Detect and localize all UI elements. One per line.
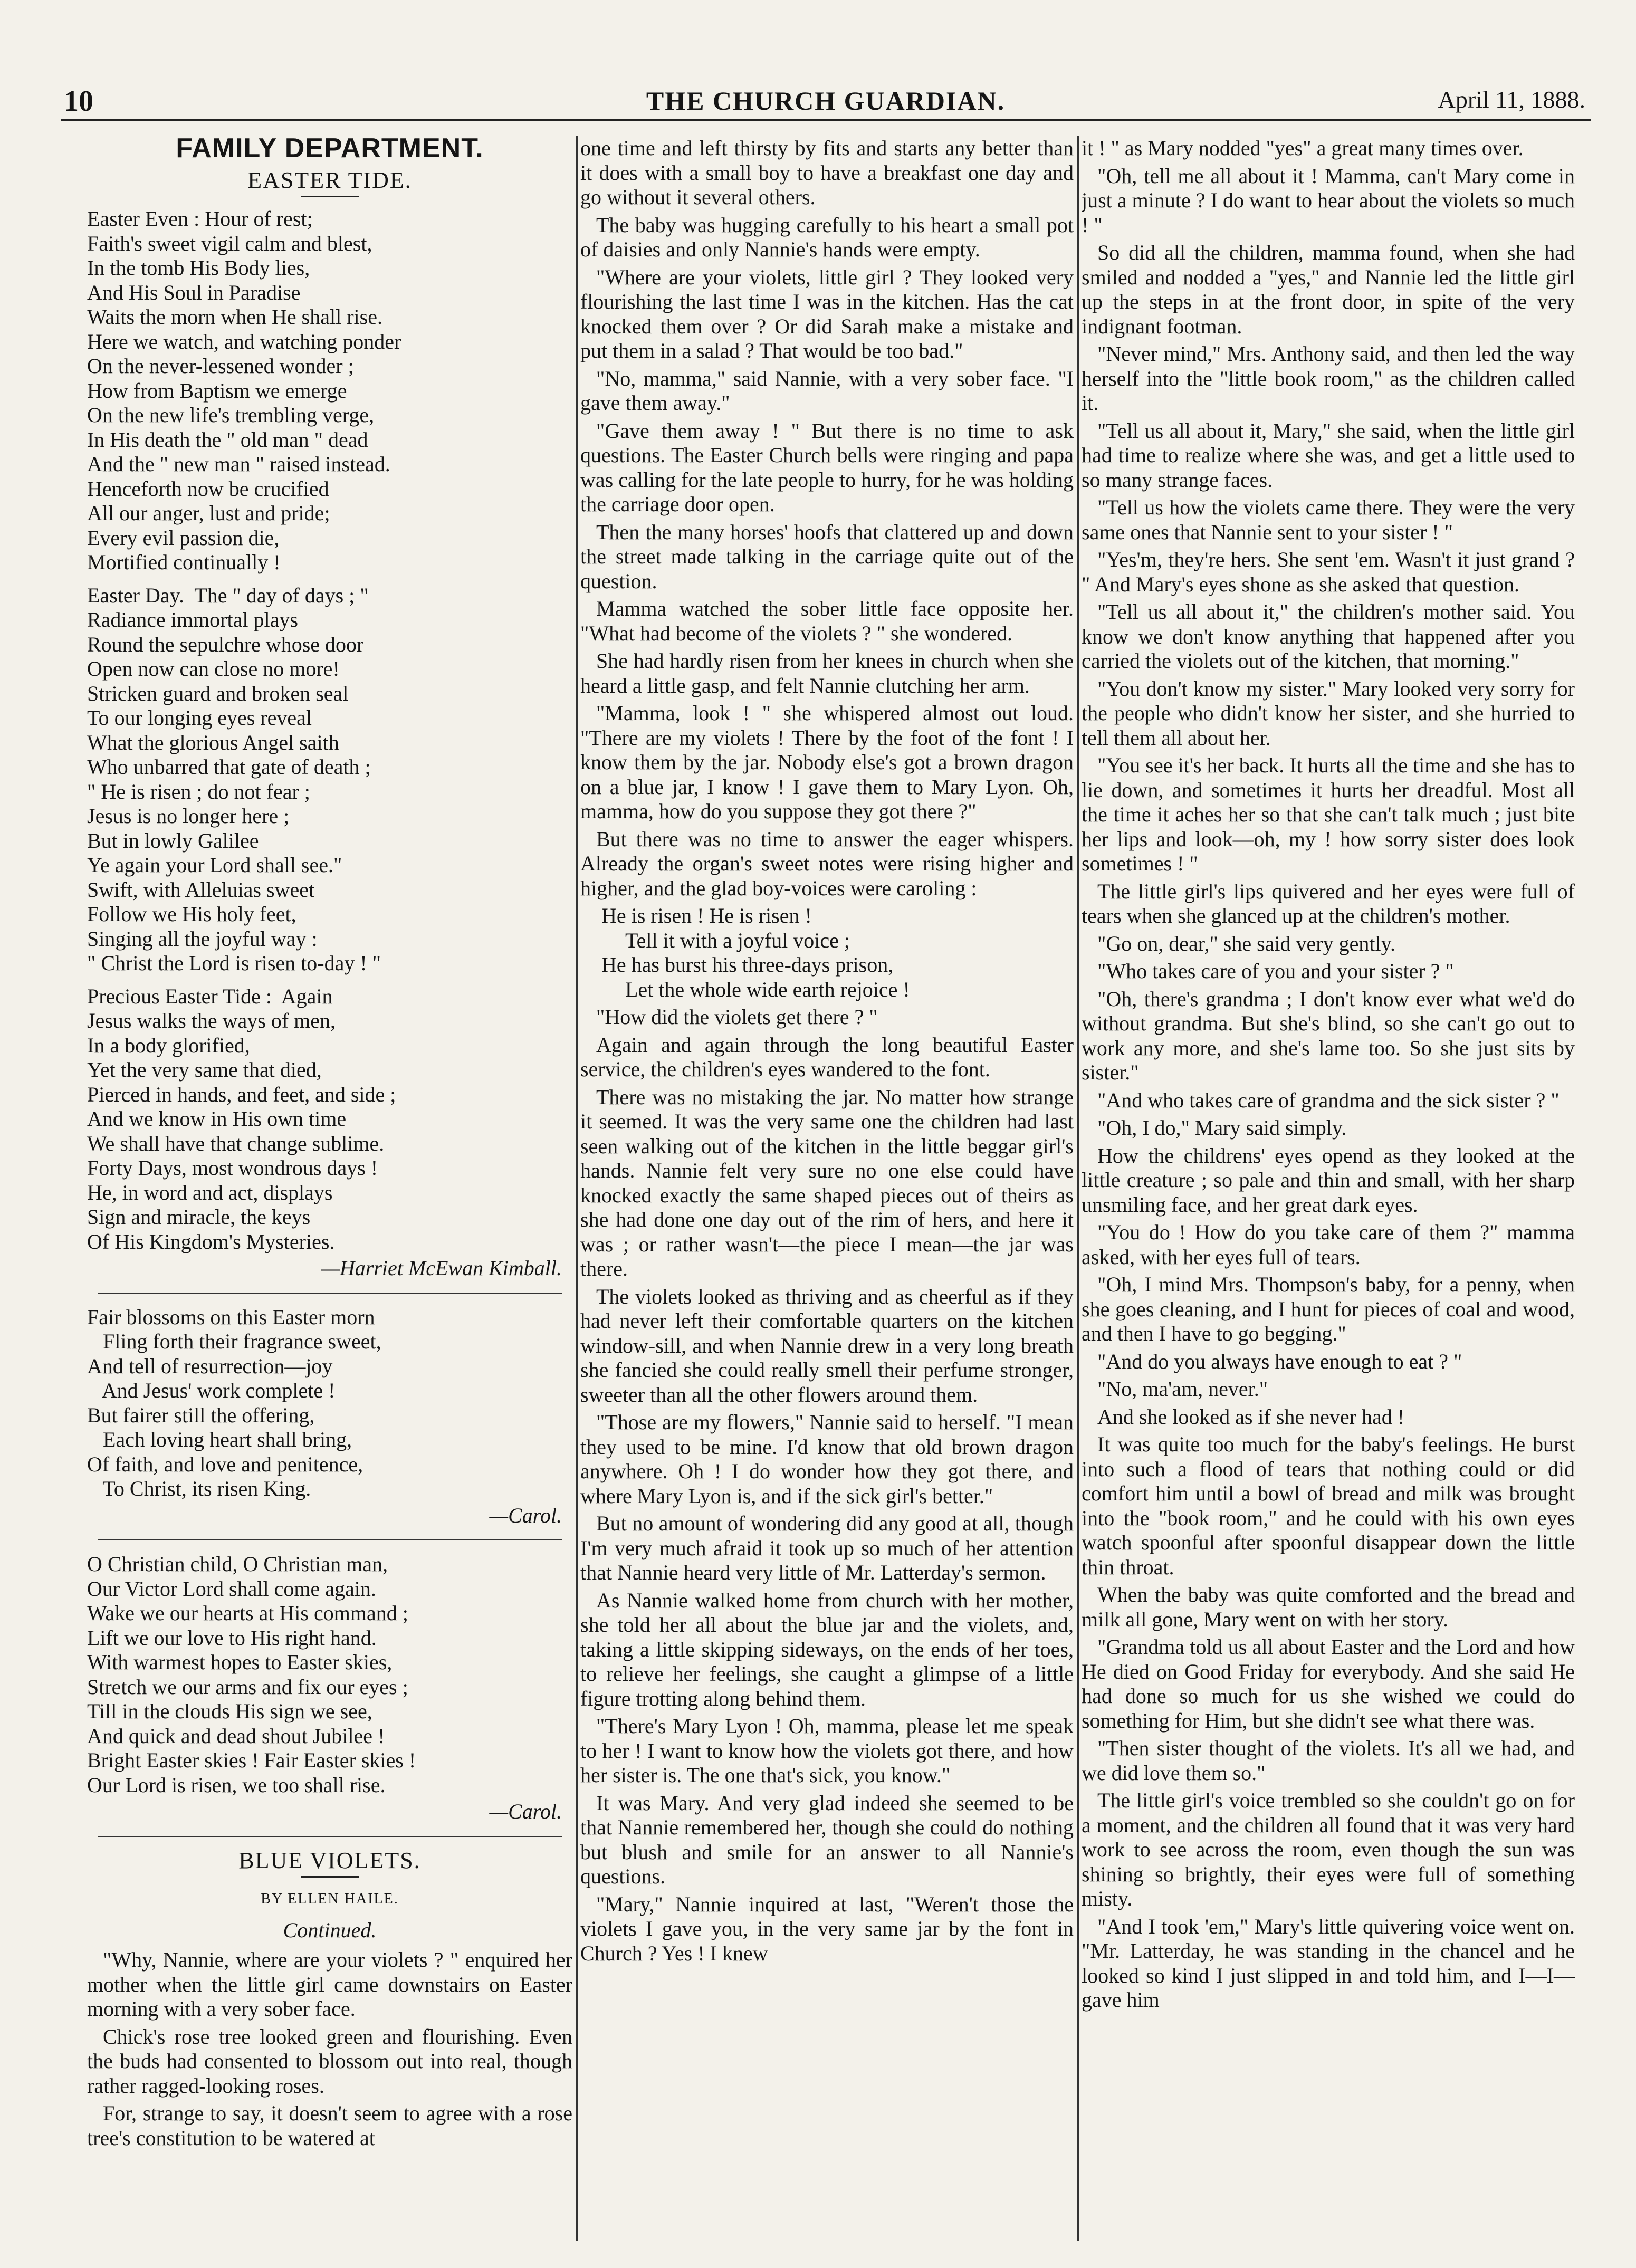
verse-line: In a body glorified,: [87, 1033, 250, 1057]
poem-stanza-1: [87, 207, 572, 575]
story-paragraph: "Oh, there's grandma ; I don't know ever what we'd do without grandma. But she's blind, so she can't go out to work any more, and she's lame too. So she just sits by sister.": [1082, 987, 1575, 1084]
verse-line: And tell of resurrection—joy: [87, 1354, 333, 1378]
story-paragraph: "And do you always have enough to eat ? ": [1097, 1349, 1462, 1373]
story-paragraph: "Where are your violets, little girl ? They looked very flourishing the last time I was in the kitchen. Has the cat knocked them over ? Or did Sarah make a mistake and put them in a salad ? That would be too bad.": [580, 265, 1074, 362]
verse-line: Here we watch, and watching ponder: [87, 329, 401, 353]
story-paragraph: For, strange to say, it doesn't seem to agree with a rose tree's constitution to be watered at: [87, 2101, 572, 2150]
story-paragraph: "Grandma told us all about Easter and the Lord and how He died on Good Friday for everybody. And she said He had done so much for us she wished we could do something for Him, but she didn't see what there was.: [1082, 1635, 1575, 1733]
issue-date: April 11, 1888.: [1438, 86, 1585, 113]
poem-stanza-3: [87, 984, 572, 1255]
verse-line: Waits the morn when He shall rise.: [87, 305, 382, 329]
story-paragraph: "Gave them away ! " But there is no time to ask questions. The Easter Church bells were ringing and papa was calling for the late people to hurry, for he was holding the carriage door open.: [580, 418, 1074, 516]
story-paragraph: "Then sister thought of the violets. It's all we had, and we did love them so.": [1082, 1736, 1575, 1785]
story-paragraph: Then the many horses' hoofs that clattered up and down the street made talking in the carriage quite out of the question.: [580, 520, 1074, 593]
verse-line: In the tomb His Body lies,: [87, 256, 310, 280]
story-paragraph: The little girl's voice trembled so she couldn't go on for a moment, and the children all found that it was very hard work to see across the room, even though the sun was shining so brightly, their eyes were full of something misty.: [1082, 1788, 1575, 1910]
story-paragraph: And she looked as if she never had !: [1097, 1404, 1405, 1429]
story-paragraph: "Why, Nannie, where are your violets ? " enquired her mother when the little girl came downstairs on Easter morning with a very sober face.: [87, 1948, 572, 2021]
title-rule: [301, 1876, 359, 1878]
poem-title: EASTER TIDE.: [247, 167, 412, 193]
story-paragraph: The little girl's lips quivered and her eyes were full of tears when she glanced up at the children's mother.: [1082, 879, 1575, 927]
story-paragraph: "You see it's her back. It hurts all the time and she has to lie down, and sometimes it hurts her dreadful. Most all the time it aches her so that she can't talk much ; just bite her lips and look—oh, my ! how sorry sister does look sometimes ! ": [1082, 753, 1575, 875]
verse-line: In His death the " old man " dead: [87, 427, 368, 452]
verse-line: Tell it with a joyful voice ;: [625, 928, 850, 952]
verse-line: Singing all the joyful way :: [87, 926, 318, 951]
story-paragraph: "No, ma'am, never.": [1097, 1377, 1268, 1401]
verse-line: Round the sepulchre whose door: [87, 632, 364, 656]
verse-line: O Christian child, O Christian man,: [87, 1552, 388, 1576]
story-paragraph: "Never mind," Mrs. Anthony said, and then led the way herself into the "little book room," as the children called it.: [1082, 342, 1575, 415]
story-paragraph: Chick's rose tree looked green and flourishing. Even the buds had consented to blossom out into real, though rather ragged-looking roses.: [87, 2024, 572, 2098]
verse-line: Faith's sweet vigil calm and blest,: [87, 231, 372, 255]
verse-line: Forty Days, most wondrous days !: [87, 1156, 378, 1180]
story-paragraph: "Oh, tell me all about it ! Mamma, can't Mary come in just a minute ? I do want to hear about the violets so much ! ": [1082, 164, 1575, 237]
story-paragraph: There was no mistaking the jar. No matter how strange it seemed. It was the very same one the children had last seen walking out of the kitchen in the little beggar girl's hands. Nannie felt very sure no one else could have knocked exactly the same shaped pieces out of theirs as she had done one day out of the rim of hers, and here it was ; or rather wasn't—the piece I mean—the jar was there.: [580, 1085, 1074, 1280]
story-paragraph: So did all the children, mamma found, when she had smiled and nodded a "yes," and Nannie led the little girl up the steps in at the front door, in spite of the very indignant footman.: [1082, 241, 1575, 338]
poem-carol-2: [87, 1552, 572, 1797]
section-rule: [98, 1836, 562, 1837]
verse-line: He has burst his three-days prison,: [601, 953, 894, 977]
verse-line: Mortified continually !: [87, 550, 281, 574]
verse-line: Easter Day. The " day of days ; ": [87, 583, 369, 607]
story-byline: BY ELLEN HAILE.: [261, 1891, 399, 1907]
poem-carol-1: [87, 1305, 572, 1501]
department-heading: FAMILY DEPARTMENT.: [176, 136, 484, 164]
verse-line: Yet the very same that died,: [87, 1058, 322, 1082]
story-paragraph: "Mary," Nannie inquired at last, "Weren't those the violets I gave you, in the very same jar by the font in Church ? Yes ! I knew: [580, 1892, 1074, 1965]
poem-attribution: —Carol.: [489, 1800, 562, 1823]
verse-line: On the never-lessened wonder ;: [87, 354, 354, 378]
story-paragraph: The violets looked as thriving and as cheerful as if they had never left their comfortable quarters on the kitchen window-sill, and when Nannie drew in a very long breath she fancied she could really smell their perfume stronger, sweeter than all the other flowers around them.: [580, 1284, 1074, 1406]
poem-attribution: —Harriet McEwan Kimball.: [321, 1256, 562, 1280]
verse-line: Radiance immortal plays: [87, 608, 298, 631]
section-rule: [98, 1539, 562, 1540]
verse-line: Of faith, and love and penitence,: [87, 1452, 363, 1476]
title-rule: [301, 196, 359, 197]
story-paragraph: When the baby was quite comforted and the bread and milk all gone, Mary went on with her story.: [1082, 1583, 1575, 1631]
verse-line: Our Victor Lord shall come again.: [87, 1576, 376, 1601]
verse-line: " He is risen ; do not fear ;: [87, 779, 310, 803]
verse-line: Who unbarred that gate of death ;: [87, 755, 371, 779]
story-paragraph: But there was no time to answer the eager whispers. Already the organ's sweet notes were rising higher and higher, and the glad boy-voices were caroling :: [580, 827, 1074, 900]
story-paragraph: "Go on, dear," she said very gently.: [1097, 931, 1395, 955]
story-paragraph: "Tell us how the violets came there. They were the very same ones that Nannie sent to your sister ! ": [1082, 495, 1575, 544]
poem-stanza-2: [87, 583, 572, 976]
verse-line: How from Baptism we emerge: [87, 378, 347, 403]
verse-line: Precious Easter Tide : Again: [87, 984, 333, 1008]
column-divider: [576, 136, 578, 2241]
verse-line: Jesus is no longer here ;: [87, 804, 290, 828]
verse-line: He, in word and act, displays: [87, 1180, 333, 1204]
story-paragraph: "And who takes care of grandma and the sick sister ? ": [1097, 1088, 1560, 1112]
verse-line: Henceforth now be crucified: [87, 476, 329, 501]
verse-line: But fairer still the offering,: [87, 1403, 315, 1427]
verse-line: Follow we His holy feet,: [87, 902, 296, 926]
story-paragraph: It was Mary. And very glad indeed she seemed to be that Nannie remembered her, though she could do nothing but blush and smile for an answer to all Nannie's questions.: [580, 1791, 1074, 1888]
verse-line: Let the whole wide earth rejoice !: [625, 977, 910, 1001]
story-paragraph: one time and left thirsty by fits and starts any better than it does with a small boy to have a breakfast one day and go without it several others.: [580, 136, 1074, 209]
verse-line: Every evil passion die,: [87, 525, 280, 550]
hymn-verse: [601, 904, 1074, 1002]
story-paragraph: "Mamma, look ! " she whispered almost out loud. "There are my violets ! There by the foot of the font ! I know them by the jar. Nobody else's got a brown dragon on a blue jar, I know ! I gave them to Mary Lyon. Oh, mamma, how do you suppose they got there ?": [580, 701, 1074, 823]
verse-line: We shall have that change sublime.: [87, 1131, 385, 1155]
story-paragraph: She had hardly risen from her knees in church when she heard a little gasp, and felt Nannie clutching her arm.: [580, 649, 1074, 697]
verse-line: With warmest hopes to Easter skies,: [87, 1650, 393, 1674]
verse-line: " Christ the Lord is risen to-day ! ": [87, 951, 381, 975]
verse-line: But in lowly Galilee: [87, 828, 259, 853]
verse-line: And we know in His own time: [87, 1107, 347, 1131]
column-divider: [1077, 136, 1079, 2241]
story-paragraph: "Oh, I do," Mary said simply.: [1097, 1116, 1347, 1140]
column-1: [87, 136, 572, 2241]
story-paragraph: "How did the violets get there ? ": [596, 1005, 878, 1029]
story-paragraph: "Tell us all about it, Mary," she said, when the little girl had time to realize where she was, and get a little used to so many strange faces.: [1082, 418, 1575, 492]
story-paragraph: As Nannie walked home from church with her mother, she told her all about the blue jar and the violets, and, taking a little skipping sideways, on the ends of her toes, to relieve her feelings, she caught a glimpse of a little figure trotting along behind them.: [580, 1588, 1074, 1710]
verse-line: Stricken guard and broken seal: [87, 681, 349, 705]
verse-line: Each loving heart shall bring,: [87, 1428, 352, 1451]
story-paragraph: "Oh, I mind Mrs. Thompson's baby, for a penny, when she goes cleaning, and I hunt for pieces of coal and wood, and then I have to go begging.": [1082, 1272, 1575, 1345]
story-paragraph: it ! " as Mary nodded "yes" a great many times over.: [1082, 136, 1524, 160]
verse-line: Stretch we our arms and fix our eyes ;: [87, 1674, 408, 1699]
verse-line: Open now can close no more!: [87, 657, 340, 681]
story-paragraph: "No, mamma," said Nannie, with a very sober face. "I gave them away.": [580, 366, 1074, 415]
verse-line: Our Lord is risen, we too shall rise.: [87, 1773, 386, 1797]
column-2: [580, 136, 1074, 2241]
verse-line: Pierced in hands, and feet, and side ;: [87, 1082, 396, 1106]
verse-line: Swift, with Alleluias sweet: [87, 877, 315, 902]
verse-line: Of His Kingdom's Mysteries.: [87, 1229, 335, 1253]
story-paragraph: It was quite too much for the baby's feelings. He burst into such a flood of tears that nothing could or did comfort him until a bowl of bread and milk was brought into the "book room," and he could with his own eyes watch spoonful after spoonful disappear down the little thin throat.: [1082, 1432, 1575, 1579]
masthead: [61, 74, 1591, 118]
story-paragraph: "There's Mary Lyon ! Oh, mamma, please let me speak to her ! I want to know how the violets got there, and how her sister is. The one that's sick, you know.": [580, 1714, 1074, 1787]
verse-line: On the new life's trembling verge,: [87, 403, 375, 427]
verse-line: Ye again your Lord shall see.": [87, 853, 342, 877]
header-rule: [61, 119, 1591, 121]
story-paragraph: "Those are my flowers," Nannie said to herself. "I mean they used to be mine. I'd know that old brown dragon anywhere. Oh ! I do wonder how they got there, and where Mary Lyon is, and if the sick girl's better.": [580, 1410, 1074, 1508]
verse-line: What the glorious Angel saith: [87, 730, 339, 754]
verse-line: And His Soul in Paradise: [87, 280, 301, 304]
story-paragraph: But no amount of wondering did any good at all, though I'm very much afraid it took up so much of her attention that Nannie heard very little of Mr. Latterday's sermon.: [580, 1511, 1074, 1584]
section-rule: [98, 1293, 562, 1294]
verse-line: All our anger, lust and pride;: [87, 501, 330, 525]
story-paragraph: "Tell us all about it," the children's mother said. You know we don't know anything that happened after you carried the violets out of the kitchen, that morning.": [1082, 600, 1575, 673]
newspaper-title: THE CHURCH GUARDIAN.: [646, 86, 1006, 116]
verse-line: To Christ, its risen King.: [87, 1477, 311, 1500]
verse-line: Sign and miracle, the keys: [87, 1205, 311, 1229]
story-paragraph: "You don't know my sister." Mary looked very sorry for the people who didn't know her sister, and she hurried to tell them all about her.: [1082, 676, 1575, 750]
story-paragraph: "You do ! How do you take care of them ?" mamma asked, with her eyes full of tears.: [1082, 1220, 1575, 1269]
verse-line: Fair blossoms on this Easter morn: [87, 1305, 375, 1329]
story-paragraph: Mamma watched the sober little face opposite her. "What had become of the violets ? " she wondered.: [580, 597, 1074, 645]
story-paragraph: Again and again through the long beautiful Easter service, the children's eyes wandered to the font.: [580, 1032, 1074, 1081]
verse-line: And Jesus' work complete !: [87, 1379, 336, 1402]
verse-line: He is risen ! He is risen !: [601, 904, 812, 927]
story-paragraph: The baby was hugging carefully to his heart a small pot of daisies and only Nannie's hands were empty.: [580, 213, 1074, 261]
verse-line: Easter Even : Hour of rest;: [87, 207, 313, 231]
column-3: [1082, 136, 1575, 2241]
poem-attribution: —Carol.: [489, 1503, 562, 1527]
story-paragraph: "Yes'm, they're hers. She sent 'em. Wasn't it just grand ? " And Mary's eyes shone as she asked that question.: [1082, 548, 1575, 596]
verse-line: Lift we our love to His right hand.: [87, 1625, 377, 1650]
continued-label: Continued.: [283, 1918, 377, 1942]
story-title: BLUE VIOLETS.: [238, 1847, 421, 1873]
page-number: 10: [64, 85, 93, 118]
verse-line: Fling forth their fragrance sweet,: [87, 1329, 381, 1353]
verse-line: And the " new man " raised instead.: [87, 452, 390, 476]
verse-line: Jesus walks the ways of men,: [87, 1009, 336, 1032]
verse-line: And quick and dead shout Jubilee !: [87, 1724, 385, 1748]
verse-line: Bright Easter skies ! Fair Easter skies !: [87, 1748, 416, 1772]
verse-line: To our longing eyes reveal: [87, 706, 312, 730]
story-paragraph: How the childrens' eyes opend as they looked at the little creature ; so pale and thin and small, with her sharp unsmiling face, and her great dark eyes.: [1082, 1143, 1575, 1217]
verse-line: Wake we our hearts at His command ;: [87, 1601, 408, 1625]
story-paragraph: "And I took 'em," Mary's little quivering voice went on. "Mr. Latterday, he was standing in the chancel and he looked so kind I just slipped in and told him, and I—I— gave him: [1082, 1914, 1575, 2012]
verse-line: Till in the clouds His sign we see,: [87, 1699, 372, 1723]
story-paragraph: "Who takes care of you and your sister ? ": [1097, 959, 1454, 983]
